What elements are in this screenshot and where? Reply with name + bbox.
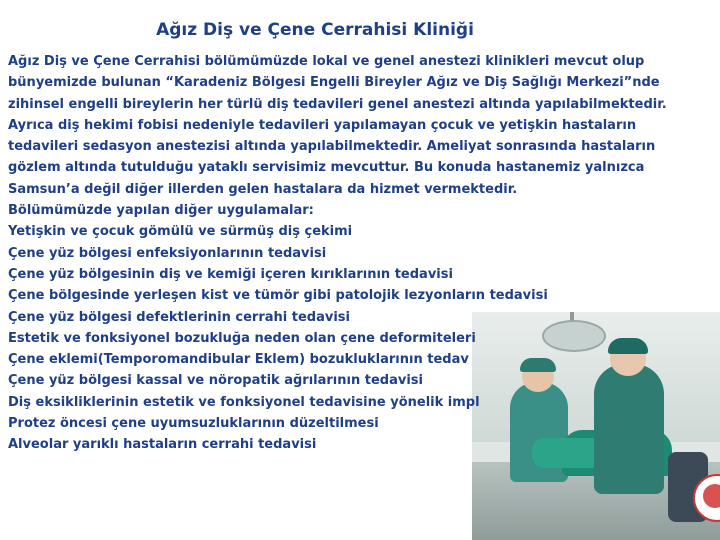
list-item: Çene yüz bölgesi kassal ve nöropatik ağrılarının tedavisi [8,373,423,389]
list-item: Çene yüz bölgesinin diş ve kemiği içeren kırıklarının tedavisi [8,266,453,282]
list-item: Yetişkin ve çocuk gömülü ve sürmüş diş çekimi [8,224,353,240]
treatment-list [8,221,708,455]
logo-emblem-icon [703,484,720,508]
list-item: Estetik ve fonksiyonel bozukluğa neden olan çene deformiteleri [8,330,476,346]
list-item: Çene yüz bölgesi enfeksiyonlarının tedavisi [8,245,327,261]
list-item: Çene eklemi(Temporomandibular Eklem) bozukluklarının tedav [8,352,469,368]
content-body [8,51,708,456]
list-item: Çene bölgesinde yerleşen kist ve tümör gibi patolojik lezyonların tedavisi [8,288,548,304]
list-item: Alveolar yarıklı hastaların cerrahi tedavisi [8,437,317,453]
list-item: Protez öncesi çene uyumsuzluklarının düzeltilmesi [8,416,379,432]
list-item: Diş eksikliklerinin estetik ve fonksiyonel tedavisine yönelik impl [8,394,480,410]
list-heading: Bölümümüzde yapılan diğer uygulamalar: [8,203,314,219]
intro-paragraph: Ağız Diş ve Çene Cerrahisi bölümümüzde lokal ve genel anestezi klinikleri mevcut olup bünyemizde bulunan “Karadeniz Bölgesi Engelli Bireyler Ağız ve Diş Sağlığı Merkezi”nde zihinsel engelli bireylerin her türlü diş tedavileri genel anestezi altında yapılabilmektedir. Ayrıca diş hekimi fobisi nedeniyle tedavileri yapılamayan çocuk ve yetişkin hastaların tedavileri sedasyon anestezisi altında yapılabilmektedir. Ameliyat sonrasında hastaların gözlem altında tutulduğu yataklı servisimiz mevcuttur. Bu konuda hastanemiz yalnızca Samsun’a değil diğer illerden gelen hastalara da hizmet vermektedir. [8,54,667,197]
page-title: Ağız Diş ve Çene Cerrahisi Kliniği [156,20,474,40]
list-item: Çene yüz bölgesi defektlerinin cerrahi tedavisi [8,309,350,325]
